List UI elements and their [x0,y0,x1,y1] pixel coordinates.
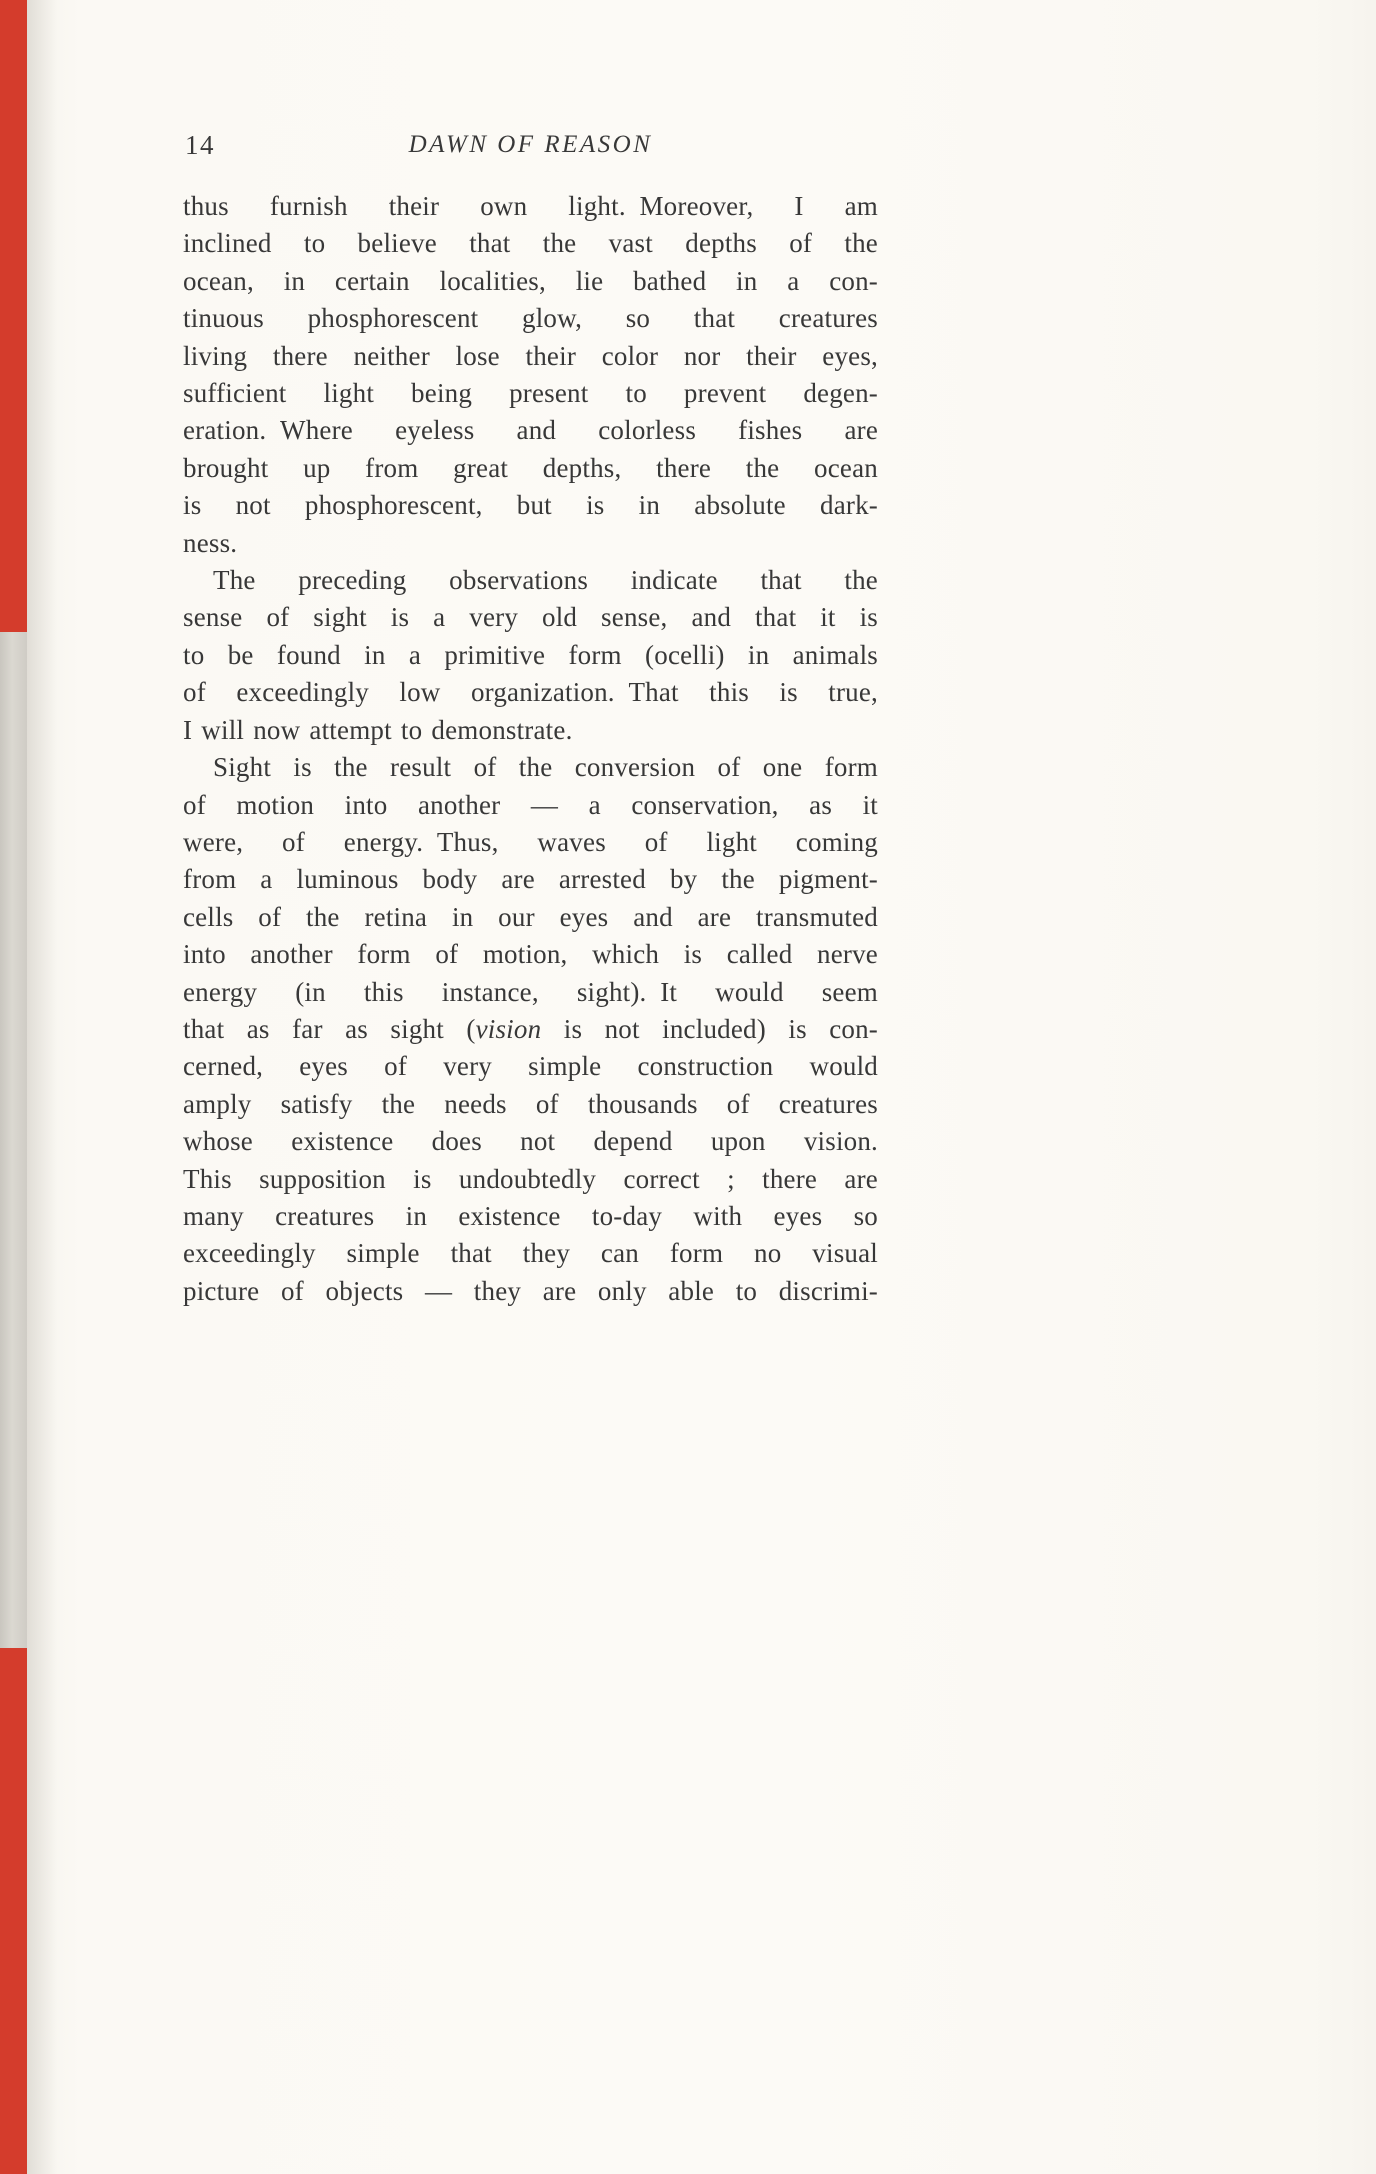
text-line: of motion into another — a conservation, as it [183,789,878,820]
text-line: whose existence does not depend upon vision. [183,1126,878,1157]
paragraph [183,188,878,562]
body-text [183,188,878,1310]
text-line: I will now attempt to demonstrate. [183,714,573,745]
binding-red-top [0,0,27,632]
text-line: into another form of motion, which is called nerve [183,939,878,970]
binding-red-bottom [0,1648,27,2174]
text-line: inclined to believe that the vast depths of the [183,228,878,259]
page-text-block [183,128,878,1310]
paragraph [183,562,878,749]
text-line: of exceedingly low organization. That this is true, [183,677,878,708]
text-line: to be found in a primitive form (ocelli) in animals [183,639,878,670]
text-line: ness. [183,527,238,558]
text-line: picture of objects — they are only able to discrimi- [183,1275,878,1306]
text-line: exceedingly simple that they can form no visual [183,1238,878,1269]
text-line: is not phosphorescent, but is in absolute dark- [183,490,878,521]
text-line: cells of the retina in our eyes and are transmuted [183,901,878,932]
text-line: sufficient light being present to prevent degen- [183,378,878,409]
paragraph [183,749,878,1310]
text-line: energy (in this instance, sight). It would seem [183,976,878,1007]
text-line: eration. Where eyeless and colorless fishes are [183,415,878,446]
text-line: cerned, eyes of very simple construction would [183,1051,878,1082]
running-header-title: DAWN OF REASON [408,131,653,158]
text-line: were, of energy. Thus, waves of light coming [183,826,878,857]
text-line: amply satisfy the needs of thousands of creatures [183,1088,878,1119]
text-line: thus furnish their own light. Moreover, I am [183,191,878,221]
page-number: 14 [185,130,215,160]
text-line: Sight is the result of the conversion of one form [213,752,878,783]
text-line: sense of sight is a very old sense, and that it is [183,602,878,633]
text-line: tinuous phosphorescent glow, so that creatures [183,303,878,334]
text-line: that as far as sight (vision is not included) is con- [183,1013,878,1044]
text-line: many creatures in existence to-day with eyes so [183,1200,878,1231]
text-line: brought up from great depths, there the ocean [183,452,878,483]
page-header [183,128,878,168]
text-line: ocean, in certain localities, lie bathed in a con- [183,265,878,296]
book-binding-edge [0,0,27,2174]
text-line: living there neither lose their color nor their eyes, [183,340,878,371]
binding-page-edges [0,632,27,1648]
text-line: from a luminous body are arrested by the pigment- [183,864,878,895]
text-line: This supposition is undoubtedly correct ; there are [183,1163,878,1194]
text-line: The preceding observations indicate that the [213,565,878,596]
